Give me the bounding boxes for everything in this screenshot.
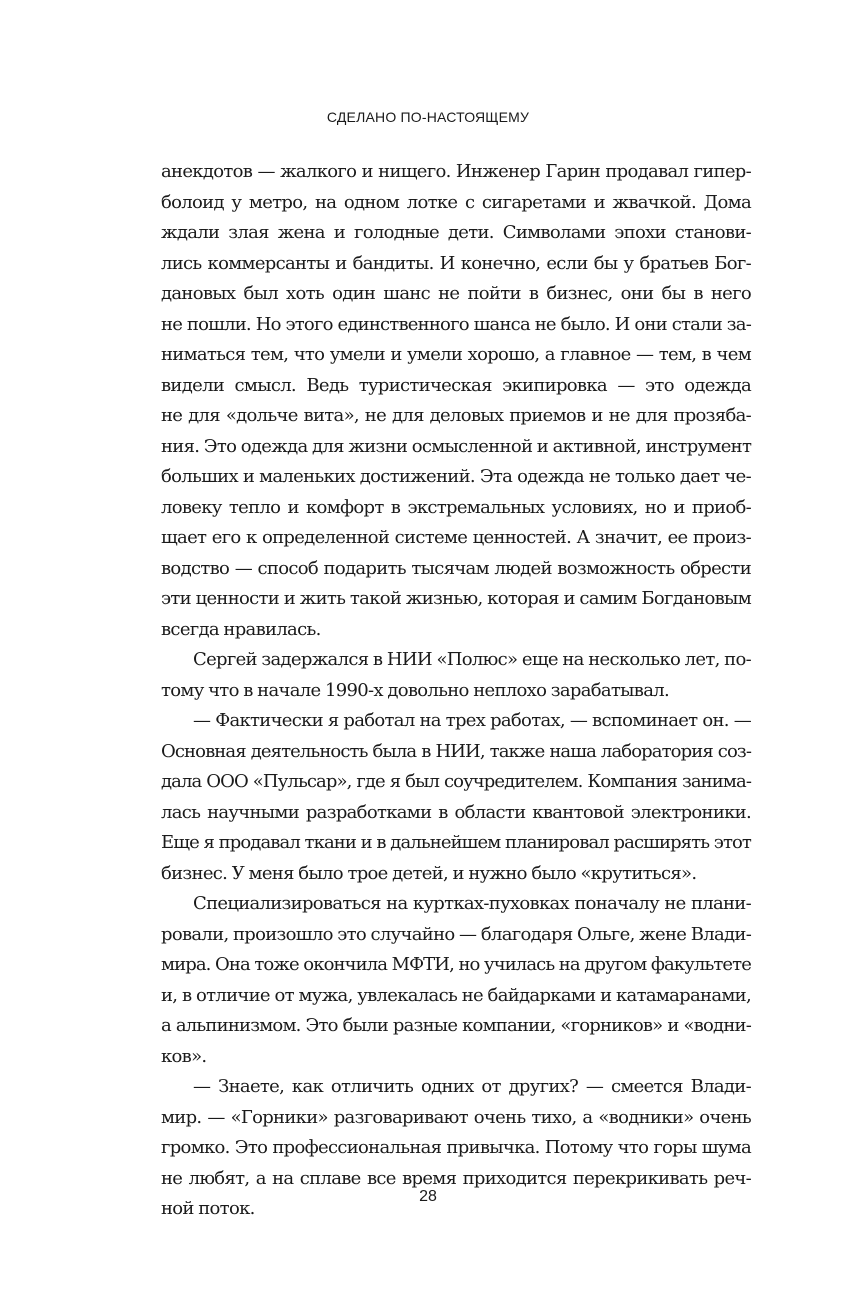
text-line: Сергей задержался в НИИ «Полюс» еще на несколько лет, по- xyxy=(193,649,751,670)
text-line: — Фактически я работал на трех работах, — вспоминает он. — xyxy=(193,710,751,731)
text-line: ровали, произошло это случайно — благодаря Ольге, жене Влади- xyxy=(161,923,752,945)
text-line: Еще я продавал ткани и в дальнейшем планировал расширять этот xyxy=(161,832,751,853)
text-line: Основная деятельность была в НИИ, также наша лаборатория соз- xyxy=(161,740,751,762)
text-line: не для «дольче вита», не для деловых приемов и не для прозяба- xyxy=(161,405,751,426)
page-number: 28 xyxy=(419,1188,437,1205)
text-line: водство — способ подарить тысячам людей возможность обрести xyxy=(161,557,751,579)
text-line: дала ООО «Пульсар», где я был соучредителем. Компания занима- xyxy=(161,771,751,792)
text-line: тому что в начале 1990-х довольно неплохо зарабатывал. xyxy=(161,679,669,701)
text-line: и, в отличие от мужа, увлекалась не байдарками и катамаранами, xyxy=(161,984,751,1006)
text-line: громко. Это профессиональная привычка. Потому что горы шума xyxy=(161,1137,751,1158)
text-line: лась научными разработками в области квантовой электроники. xyxy=(161,801,751,823)
text-line: ниматься тем, что умели и умели хорошо, а главное — тем, в чем xyxy=(161,344,751,365)
text-line: не пошли. Но этого единственного шанса не было. И они стали за- xyxy=(161,313,751,335)
paragraph xyxy=(161,645,751,706)
text-line: ной поток. xyxy=(161,1198,255,1219)
text-line: всегда нравилась. xyxy=(161,618,321,640)
text-line: Специализироваться на куртках-пуховках поначалу не плани- xyxy=(193,893,751,914)
text-line: болоид у метро, на одном лотке с сигаретами и жвачкой. Дома xyxy=(161,191,751,213)
text-line: ния. Это одежда для жизни осмысленной и активной, инструмент xyxy=(161,435,752,457)
text-line: лись коммерсанты и бандиты. И конечно, если бы у братьев Бог- xyxy=(161,252,751,274)
paragraph xyxy=(161,157,751,645)
text-line: — Знаете, как отличить одних от других? — смеется Влади- xyxy=(193,1076,751,1097)
paragraph xyxy=(161,889,751,1072)
paragraph xyxy=(161,706,751,889)
text-line: мир. — «Горники» разговаривают очень тихо, а «водники» очень xyxy=(161,1106,751,1128)
text-line: анекдотов — жалкого и нищего. Инженер Гарин продавал гипер- xyxy=(161,161,751,182)
text-line: ков». xyxy=(161,1045,207,1067)
text-line: больших и маленьких достижений. Эта одежда не только дает че- xyxy=(161,466,751,487)
text-line: ждали злая жена и голодные дети. Символами эпохи станови- xyxy=(161,222,751,243)
text-line: бизнес. У меня было трое детей, и нужно было «крутиться». xyxy=(161,862,697,884)
text-line: дановых был хоть один шанс не пойти в бизнес, они бы в него xyxy=(161,283,751,304)
text-line: не любят, а на сплаве все время приходится перекрикивать реч- xyxy=(161,1167,751,1189)
text-line: ловеку тепло и комфорт в экстремальных условиях, но и приоб- xyxy=(161,496,751,518)
text-line: а альпинизмом. Это были разные компании, «горников» и «водни- xyxy=(161,1015,751,1036)
text-line: щает его к определенной системе ценностей. А значит, ее произ- xyxy=(161,527,751,548)
text-line: видели смысл. Ведь туристическая экипировка — это одежда xyxy=(161,374,751,396)
text-line: мира. Она тоже окончила МФТИ, но училась на другом факультете xyxy=(161,954,751,975)
text-line: эти ценности и жить такой жизнью, которая и самим Богдановым xyxy=(161,588,751,609)
body-text xyxy=(161,157,751,1225)
running-head: СДЕЛАНО ПО-НАСТОЯЩЕМУ xyxy=(326,109,530,125)
